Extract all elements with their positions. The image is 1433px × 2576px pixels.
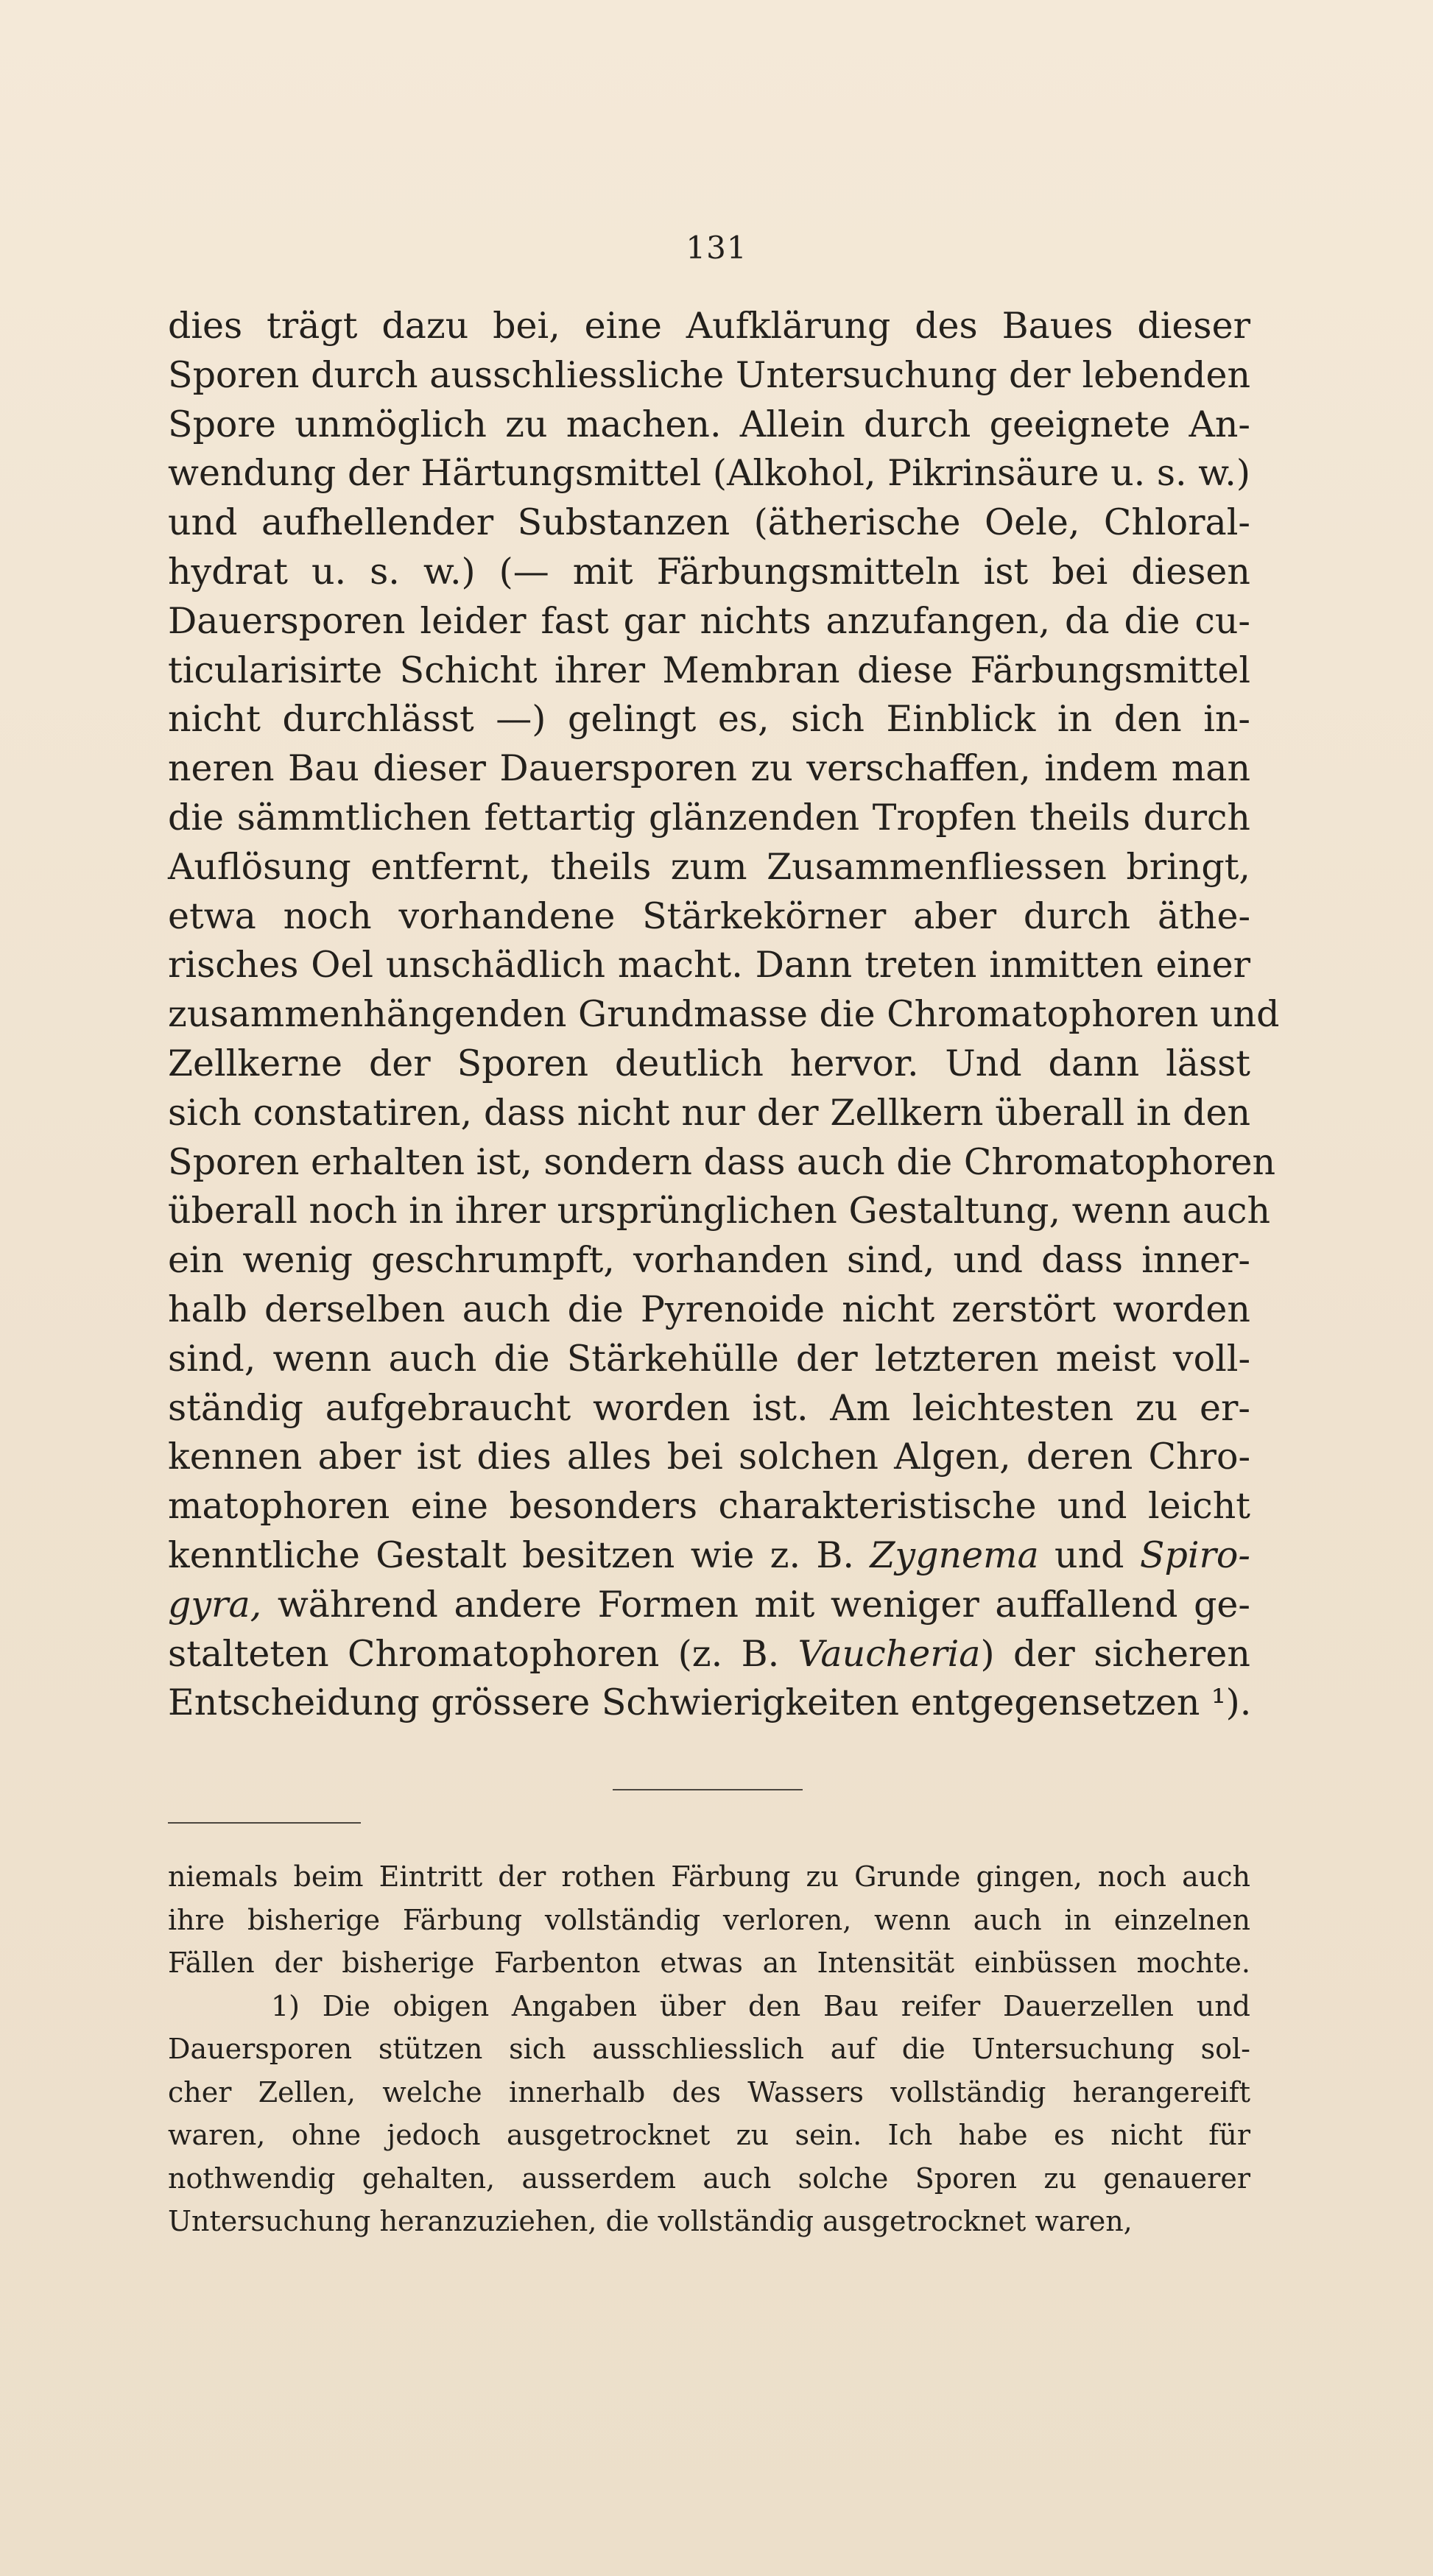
taxon-name-vaucheria: Vaucheria (798, 1632, 981, 1675)
text-line: hydrat u. s. w.) (— mit Färbungsmitteln ist bei diesen (168, 550, 1250, 593)
text-line: überall noch in ihrer ursprünglichen Gestaltung, wenn auch (168, 1190, 1271, 1232)
footnote-line: niemals beim Eintritt der rothen Färbung zu Grunde gingen, noch auch (168, 1860, 1250, 1893)
footnote-line: Untersuchung heranzuziehen, die vollständig ausgetrocknet waren, (168, 2205, 1133, 2237)
text-line: nicht durchlässt —) gelingt es, sich Einblick in den in- (168, 698, 1250, 741)
footnote-line: Fällen der bisherige Farbenton etwas an Intensität einbüssen mochte. (168, 1947, 1250, 1979)
taxon-name-spirogyra-part1: Spiro- (1139, 1534, 1250, 1576)
text-line: kennen aber ist dies alles bei solchen Algen, deren Chro- (168, 1436, 1250, 1478)
text-line-final: Entscheidung grössere Schwierigkeiten entgegensetzen ¹). (168, 1682, 1252, 1724)
text-line: Spore unmöglich zu machen. Allein durch geeignete An- (168, 403, 1250, 445)
text-line: ein wenig geschrumpft, vorhanden sind, und dass inner- (168, 1239, 1250, 1282)
footnote-line: Dauersporen stützen sich ausschliesslich auf die Untersuchung sol- (168, 2033, 1250, 2065)
text-line: etwa noch vorhandene Stärkekörner aber durch äthe- (168, 894, 1250, 937)
footnote-line: ihre bisherige Färbung vollständig verloren, wenn auch in einzelnen (168, 1903, 1250, 1936)
text-segment: und (1038, 1534, 1140, 1576)
section-divider (613, 1789, 803, 1790)
footnote-line: nothwendig gehalten, ausserdem auch solche Sporen zu genauerer (168, 2162, 1250, 2195)
text-line: dies trägt dazu bei, eine Aufklärung des Baues dieser (168, 305, 1250, 347)
text-line: ticularisirte Schicht ihrer Membran diese Färbungsmittel (168, 649, 1250, 691)
footnote-1-start: 1) Die obigen Angaben über den Bau reifer Dauerzellen und (271, 1989, 1250, 2022)
text-line: Dauersporen leider fast gar nichts anzufangen, da die cu- (168, 599, 1250, 642)
text-line: zusammenhängenden Grundmasse die Chromatophoren und (168, 993, 1280, 1036)
text-line: Sporen erhalten ist, sondern dass auch die Chromatophoren (168, 1140, 1276, 1183)
taxon-name-zygnema: Zygnema (870, 1534, 1039, 1576)
text-line: Zellkerne der Sporen deutlich hervor. Und dann lässt (168, 1042, 1250, 1084)
text-line: ständig aufgebraucht worden ist. Am leichtesten zu er- (168, 1386, 1250, 1429)
text-line-with-taxa (168, 1531, 1250, 1581)
page-number: 131 (686, 230, 747, 266)
taxon-name-spirogyra-part2: gyra, (168, 1583, 262, 1626)
text-line-with-taxa (168, 1581, 1250, 1630)
footnote-line: cher Zellen, welche innerhalb des Wassers vollständig herangereift (168, 2075, 1250, 2109)
text-line: halb derselben auch die Pyrenoide nicht zerstört worden (168, 1288, 1250, 1330)
text-line: und aufhellender Substanzen (ätherische Oele, Chloral- (168, 501, 1250, 544)
footnote-divider (168, 1822, 361, 1824)
text-line: risches Oel unschädlich macht. Dann treten inmitten einer (168, 944, 1250, 987)
text-segment: kenntliche Gestalt besitzen wie z. B. (168, 1534, 870, 1576)
text-line-with-taxa (168, 1630, 1250, 1679)
footnotes-block (168, 1855, 1250, 2243)
text-line: sich constatiren, dass nicht nur der Zellkern überall in den (168, 1091, 1250, 1134)
text-line: sind, wenn auch die Stärkehülle der letzteren meist voll- (168, 1337, 1250, 1380)
footnote-line: waren, ohne jedoch ausgetrocknet zu sein. Ich habe es nicht für (168, 2119, 1250, 2151)
text-segment: während andere Formen mit weniger auffallend ge- (261, 1583, 1250, 1626)
text-line: Sporen durch ausschliessliche Untersuchung der lebenden (168, 353, 1250, 396)
text-segment: ) der sicheren (980, 1632, 1250, 1675)
text-line: wendung der Härtungsmittel (Alkohol, Pikrinsäure u. s. w.) (168, 452, 1250, 495)
text-line: Auflösung entfernt, theils zum Zusammenfliessen bringt, (168, 845, 1250, 888)
main-text-block (168, 302, 1280, 1728)
text-line: neren Bau dieser Dauersporen zu verschaffen, indem man (168, 747, 1250, 790)
text-segment: stalteten Chromatophoren (z. B. (168, 1632, 798, 1675)
text-line: die sämmtlichen fettartig glänzenden Tropfen theils durch (168, 796, 1250, 839)
text-line: matophoren eine besonders charakteristische und leicht (168, 1485, 1250, 1528)
